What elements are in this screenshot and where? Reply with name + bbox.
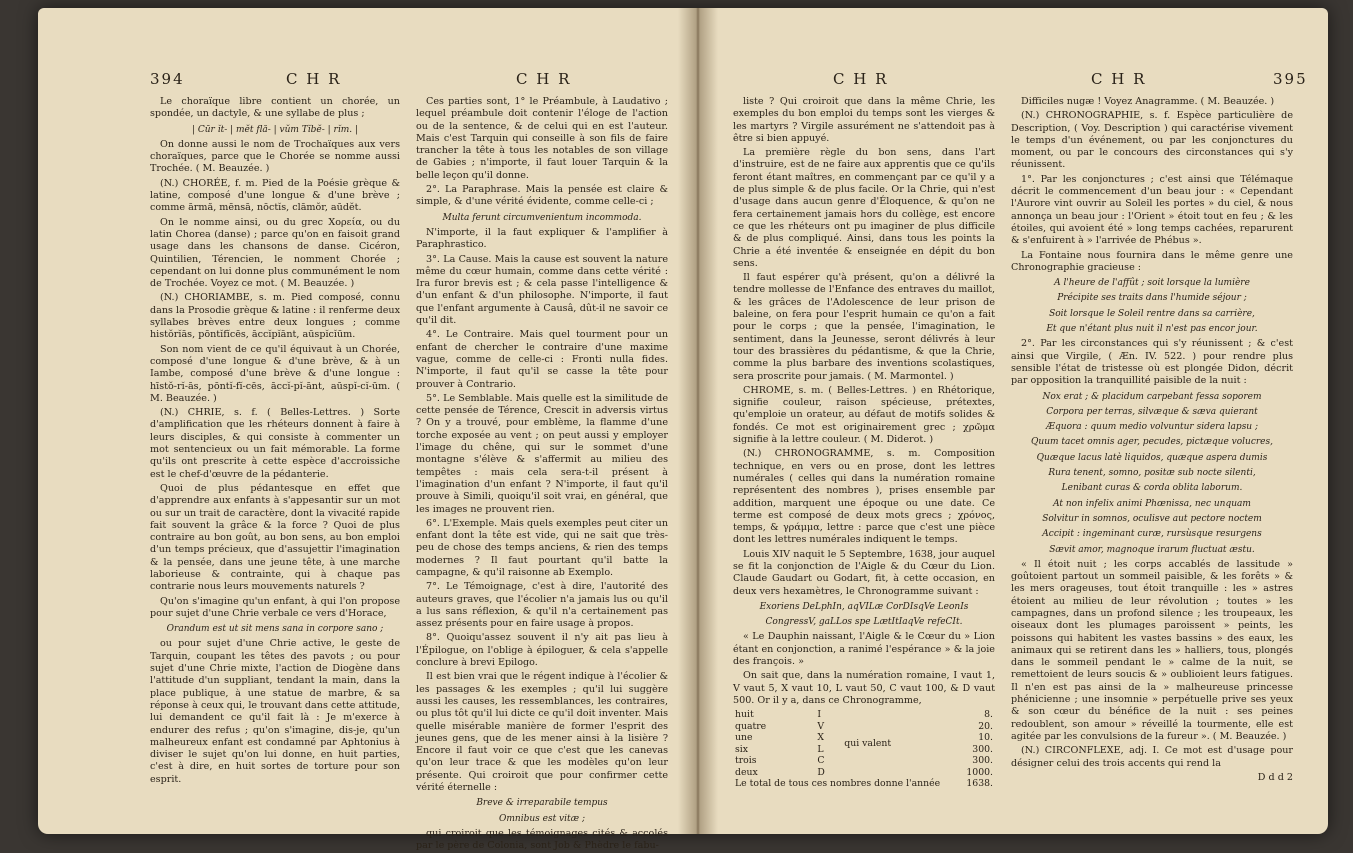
- table-row-total: [733, 778, 995, 790]
- numeral-total-label: Le total de tous ces nombres donne l'année: [735, 778, 941, 790]
- quotation-line: Multa ferunt circumvenientum incommoda.: [442, 212, 642, 223]
- poem-line: Et que n'étant plus nuit il n'est pas encor jour.: [1046, 324, 1258, 335]
- paragraph: liste ? Qui croiroit que dans la même Chrie, les exemples du bon emploi du temps sont les vierges & les martyrs ? Virgile assurément ne s'attendoit pas à être si bien appuyé.: [733, 96, 995, 144]
- latin-verse: Accipit : ingeminant curæ, rursùsque resurgens: [1042, 529, 1262, 540]
- book-spread: [38, 8, 1328, 852]
- left-page-column-1: [150, 96, 400, 816]
- entry-chrie: (N.) CHRIE, s. f. ( Belles-Lettres. ) Sorte d'amplification que les rhéteurs donnent à faire à leurs disciples, & qui consiste à commenter un mot sentencieux ou un fait mémorable. La forme qu'ils ont prescrite à cette espèce d'accroissiche est le chef-d'œuvre de la pédanterie.: [150, 407, 400, 480]
- paragraph: 4°. Le Contraire. Mais quel tourment pour un enfant de chercher le contraire d'une maxime vague, comme de celle-ci : Fronti nulla fides. N'importe, il faut qu'il se casse la tête pour prouver à Contrario.: [416, 329, 668, 390]
- numeral-value: 20.: [978, 720, 993, 732]
- paragraph: 6°. L'Exemple. Mais quels exemples peut citer un enfant dont la tête est vide, qui ne sait que très-peu de chose des temps anciens, & rien des temps modernes ? Il faut pourtant qu'il batte la campagne, & qu'il raisonne ab Exemplo.: [416, 517, 668, 578]
- latin-verse: At non infelix animi Phœnissa, nec unquam: [1053, 498, 1251, 509]
- running-header-right-col2: C H R: [1091, 70, 1147, 88]
- latin-verse: Sævit amor, magnoque irarum fluctuat æstu.: [1049, 544, 1255, 555]
- poem-line: Soit lorsque le Soleil rentre dans sa carrière,: [1049, 308, 1255, 319]
- latin-verse: Solvitur in somnos, oculisve aut pectore noctem: [1042, 513, 1262, 524]
- numeral-letter: C: [817, 755, 825, 767]
- latin-verse: Corpora per terras, silvæque & sæva quierant: [1046, 406, 1258, 417]
- table-row: [733, 709, 995, 721]
- quotation-line: Omnibus est vitæ ;: [499, 813, 585, 824]
- paragraph: 2°. Par les circonstances qui s'y réunissent ; & c'est ainsi que Virgile, ( Æn. IV. 522. ) pour rendre plus sensible l'état de tristesse où est plongée Didon, décrit par opposition la tranquillité paisible de la nuit :: [1011, 338, 1293, 387]
- paragraph: « Il étoit nuit ; les corps accablés de lassitude » goûtoient partout un sommeil paisible, & les forêts » & les mers orageuses, tout étoit tranquille : les » astres étoient au milieu de leur révolution ; toutes » les campagnes, dans un profond silence ; les troupeaux, les oiseaux dont les plumages paroissent » peints, les poissons qui habitent les vastes bassins » des eaux, les animaux qui se retirent dans les » halliers, tous, plongés dans le sommeil pendant le » calme de la nuit, se remettoient de leurs soucis & » oublioient leurs fatigues. Il n'en est pas ainsi de la » malheureuse princesse phénicienne ; une insomnie » perpétuelle prive ses yeux & son cœur du bénéfice de la nuit : ses peines redoublent, son amour » réveillé la tourmente, elle est agitée par les convulsions de la fureur ». ( M. Beauzée. ): [1011, 558, 1293, 742]
- paragraph: Louis XIV naquit le 5 Septembre, 1638, jour auquel se fit la conjonction de l'Aigle & du Cœur du Lion. Claude Gaudart ou Godart, fit, à cette occasion, en deux vers hexamètres, le Chronogramme suivant :: [733, 548, 995, 597]
- paragraph: Difficiles nugæ ! Voyez Anagramme. ( M. Beauzée. ): [1021, 96, 1275, 107]
- latin-verse: Nox erat ; & placidum carpebant fessa soporem: [1042, 391, 1262, 402]
- numeral-letter: X: [817, 732, 825, 744]
- running-header-left-col1: C H R: [286, 70, 342, 88]
- latin-verse: Lenibant curas & corda oblita laborum.: [1061, 483, 1243, 494]
- latin-verse: Æquora : quum medio volvuntur sidera lapsu ;: [1046, 422, 1258, 433]
- entry-choree: (N.) CHORÉE, f. m. Pied de la Poésie grèque & latine, composé d'une longue & d'une brève ; comme ārmă, mēnsā, nōctĭs, clāmŏr, aūdĕt.: [150, 177, 400, 214]
- paragraph: On sait que, dans la numération romaine, I vaut 1, V vaut 5, X vaut 10, L vaut 50, C vaut 100, & D vaut 500. Or il y a, dans ce Chronogramme,: [733, 670, 995, 706]
- paragraph: Il faut espérer qu'à présent, qu'on a délivré la tendre mollesse de l'Enfance des entraves du maillot, & les grâces de l'Adolescence de leur prison de baleine, on fera pour l'esprit humain ce qu'on a fait pour le corps ; que la pensée, l'imagination, le sentiment, dans la Jeunesse, seront délivrés à leur tour des brassières du pédantisme, & que la Chrie, comme la plus barbare des inventions scolastiques, sera proscrite pour jamais. ( M. Marmontel. ): [733, 272, 995, 382]
- left-page-column-2: [416, 96, 668, 852]
- numeral-total-value: 1638.: [966, 778, 993, 790]
- paragraph: On donne aussi le nom de Trochaïques aux vers choraïques, parce que le Chorée se nomme aussi Trochée. ( M. Beauzée. ): [150, 138, 400, 175]
- paragraph: 7°. Le Témoignage, c'est à dire, l'autorité des auteurs graves, que l'écolier n'a jamais lus ou qu'il a lus sans réflexion, & qu'il n'a certainement pas assez présents pour en faire usage à propos.: [416, 581, 668, 630]
- numeral-count: trois: [735, 755, 757, 767]
- paragraph: 3°. La Cause. Mais la cause est souvent la nature même du cœur humain, comme dans cette vérité : Ira furor brevis est ; & cela passe l'intelligence & d'un enfant & d'un philosophe. N'importe, il faut que l'enfant argumente à Causâ, dût-il ne savoir ce qu'il dit.: [416, 253, 668, 327]
- numeral-count: six: [735, 743, 748, 755]
- page-number-left: 394: [150, 70, 185, 88]
- paragraph: Le choraïque libre contient un chorée, un spondée, un dactyle, & une syllabe de plus ;: [150, 96, 400, 120]
- paragraph: La Fontaine nous fournira dans le même genre une Chronographie gracieuse :: [1011, 249, 1293, 273]
- paragraph: Il est bien vrai que le régent indique à l'écolier & les passages & les exemples ; qu'il lui suggère aussi les causes, les ressemblances, les contraires, ou plus tôt qu'il lui dicte ce qu'il doit inventer. Mais quelle misérable manière de former l'esprit des jeunes gens, que de les mener ainsi à la lisière ? Encore il faut voir ce que c'est que les canevas qu'on leur trace & que les modèles qu'on leur présente. Qui croiroit que pour confirmer cette vérité éternelle :: [416, 671, 668, 794]
- numeral-table: [733, 709, 995, 790]
- latin-verse: Quæque lacus latè liquidos, quæque aspera dumis: [1036, 452, 1268, 463]
- entry-choriambe: (N.) CHORIAMBE, s. m. Pied composé, connu dans la Prosodie grèque & latine : il renferme deux syllabes brèves entre deux longues ; comme histŏrĭās, pōntĭfĭcēs, āccĭpĭānt, aūspĭcĭūm.: [150, 292, 400, 341]
- numeral-value: 300.: [972, 743, 993, 755]
- chronogram-line: CongressV, gaLLos spe LætItIaqVe refeCIt.: [765, 617, 963, 628]
- numeral-count: huit: [735, 709, 754, 721]
- numeral-count: une: [735, 732, 753, 744]
- numeral-middle-label: qui valent: [844, 738, 892, 749]
- running-header-right-col1: C H R: [833, 70, 889, 88]
- paragraph: ou pour sujet d'une Chrie active, le geste de Tarquin, coupant les têtes des pavots ; ou pour sujet d'une Chrie mixte, l'action de Diogène dans l'attitude d'un suppliant, tendant la main, dans la place publique, à une statue de marbre, & sa réponse à ceux qui, le trouvant dans cette attitude, lui demandent ce qu'il fait là : Je m'exerce à endurer des refus ; qu'on s'imagine, dis-je, qu'un malheureux enfant est condamné par Aphtonius à diviser le sujet qu'on lui donne, en huit parties, c'est à dire, en huit sortes de torture pour son esprit.: [150, 638, 400, 785]
- paragraph: Ces parties sont, 1° le Préambule, à Laudativo ; lequel préambule doit contenir l'éloge de l'action ou de la sentence, & de celui qui en est l'auteur. Mais c'est Tarquin qui conseille à son fils de faire trancher la tête à tous les notables de son village de Gabies ; n'importe, il faut louer Tarquin & la belle leçon qu'il donne.: [416, 96, 668, 181]
- numeral-letter: D: [817, 766, 825, 778]
- paragraph: Son nom vient de ce qu'il équivaut à un Chorée, composé d'une longue & d'une brève, & à un Iambe, composé d'une brève & d'une longue : hīstŏ-rĭ-ās, pōntĭ-fĭ-cēs, āccĭ-pĭ-ānt, aūspĭ-cĭ-ūm. ( M. Beauzée. ): [150, 343, 400, 404]
- numeral-value: 8.: [984, 709, 993, 721]
- entry-chronogramme: (N.) CHRONOGRAMME, s. m. Composition technique, en vers ou en prose, dont les lettres numérales ( celles qui dans la numération romaine représentent des nombres ), prises ensemble par addition, marquent une époque ou une date. Ce terme est composé de deux mots grecs ; χρόνος, temps, & γράμμα, lettre : parce que c'est une pièce dont les lettres numérales indiquent le temps.: [733, 448, 995, 546]
- numeral-count: quatre: [735, 720, 767, 732]
- latin-verse: Quum tacet omnis ager, pecudes, pictæque volucres,: [1031, 437, 1273, 448]
- paragraph: N'importe, il la faut expliquer & l'amplifier à Paraphrastico.: [416, 226, 668, 251]
- numeral-letter: I: [817, 709, 822, 721]
- signature-mark: D d d 2: [1257, 771, 1293, 783]
- paragraph: qui croiroit que les témoignages cités & accolés par le père de Colonia, sont Job & Phèdre le fabu-: [416, 827, 668, 852]
- paragraph: On le nomme ainsi, ou du grec Χορεία, ou du latin Chorea (danse) ; parce qu'on en faisoit grand usage dans les chansons de danse. Cicéron, Quintilien, Térencien, le nomment Chorée ; cependant on lui donne plus communément le nom de Trochée. Voyez ce mot. ( M. Beauzée. ): [150, 216, 400, 290]
- chronogram-line: Exoriens DeLphIn, aqVILæ CorDIsqVe LeonIs: [759, 601, 969, 612]
- paragraph: « Le Dauphin naissant, l'Aigle & le Cœur du » Lion étant en conjonction, a ranimé l'espérance » & la joie des françois. »: [733, 631, 995, 668]
- book-spine: [678, 8, 718, 834]
- paragraph: Quoi de plus pédantesque en effet que d'apprendre aux enfants à s'appesantir sur un mot ou sur un trait de caractère, dont la vivacité rapide fait souvent la grâce & la force ? Quoi de plus contraire au bon goût, au bon sens, au bon emploi d'un temps précieux, que d'assujettir l'imagination & la pensée, dans une jeune tête, à une marche laborieuse & contrainte, qui à chaque pas contrarie nous leurs mouvements naturels ?: [150, 482, 400, 593]
- latin-verse: Rura tenent, somno, positæ sub nocte silenti,: [1048, 468, 1256, 479]
- paragraph: 5°. Le Semblable. Mais quelle est la similitude de cette pensée de Térence, Crescit in adversis virtus ? On y a trouvé, pour emblème, la flamme d'une torche exposée au vent ; on peut aussi y employer l'image du chêne, qui sur le sommet d'une montagne s'élève & s'affermit au milieu des tempêtes : mais cela sera-t-il présent à l'imagination d'un enfant ? N'importe, il faut qu'il prouve à Simili, quoiqu'il soit vrai, en général, que les images ne prouvent rien.: [416, 392, 668, 515]
- numeral-value: 10.: [978, 732, 993, 744]
- numeral-letter: V: [817, 720, 825, 732]
- poem-line: A l'heure de l'affût ; soit lorsque la lumière: [1054, 278, 1250, 289]
- paragraph: 1°. Par les conjonctures ; c'est ainsi que Télémaque décrit le commencement d'un beau jour : « Cependant l'Aurore vint ouvrir au Soleil les portes » du ciel, & nous annonça un beau jour : l'Orient » étoit tout en feu ; & les étoiles, qui avoient été » long temps cachées, reparurent & s'enfuirent à » l'arrivée de Phébus ».: [1011, 173, 1293, 247]
- entry-circonflexe: (N.) CIRCONFLEXE, adj. I. Ce mot est d'usage pour désigner celui des trois accents qui rend la: [1011, 745, 1293, 769]
- quotation-line: Breve & irreparabile tempus: [476, 798, 608, 809]
- left-page: [38, 8, 683, 852]
- poem-line: Précipite ses traits dans l'humide séjour ;: [1057, 293, 1247, 304]
- quotation-line: Orandum est ut sit mens sana in corpore sano ;: [166, 624, 384, 635]
- page-number-right: 395: [1273, 70, 1308, 88]
- right-page-column-2: [1011, 96, 1293, 816]
- paragraph: 8°. Quoiqu'assez souvent il n'y ait pas lieu à l'Épilogue, on l'oblige à épiloguer, & cela s'appelle conclure à brevi Epilogo.: [416, 632, 668, 669]
- numeral-letter: L: [817, 743, 824, 755]
- entry-chronographie: (N.) CHRONOGRAPHIE, s. f. Espèce particulière de Description, ( Voy. Description ) qui caractérise vivement le temps d'un événement, ou par les conjonctures du moment, ou par le concours des circonstances qui s'y réunissent.: [1011, 110, 1293, 171]
- numeral-value: 1000.: [966, 766, 993, 778]
- right-page-column-1: [733, 96, 995, 816]
- paragraph: Qu'on s'imagine qu'un enfant, à qui l'on propose pour sujet d'une Chrie verbale ce vers d'Horace,: [150, 595, 400, 619]
- entry-chrome: CHROME, s. m. ( Belles-Lettres. ) en Rhétorique, signifie couleur, raison spécieuse, prétextes, qu'emploie un orateur, au défaut de motifs solides & fondés. Ce mot est originairement grec ; χρῶμα signifie à la lettre couleur. ( M. Diderot. ): [733, 384, 995, 446]
- paragraph: 2°. La Paraphrase. Mais la pensée est claire & simple, & d'une vérité évidente, comme celle-ci ;: [416, 184, 668, 208]
- right-page: [713, 8, 1328, 834]
- numeral-count: deux: [735, 766, 758, 778]
- paragraph: La première règle du bon sens, dans l'art d'instruire, est de ne faire aux apprentis que ce qu'ils feront étant maîtres, en commençant par ce qu'il y a de plus simple & de plus facile. Or la Chrie, qui n'est d'usage dans aucun genre d'Éloquence, & qu'on ne fera certainement jamais hors du collège, est encore ce que les rhéteurs ont pu imaginer de plus difficile & de plus compliqué. Ainsi, dans tous les points la Chrie a été inventée & enseignée en dépit du bon sens.: [733, 147, 995, 269]
- running-header-left-col2: C H R: [516, 70, 572, 88]
- scansion-line: | Cūr ĭt- | mĕt flă- | vŭm Tĭbĕ- | rĭm. |: [191, 124, 359, 135]
- numeral-value: 300.: [972, 755, 993, 767]
